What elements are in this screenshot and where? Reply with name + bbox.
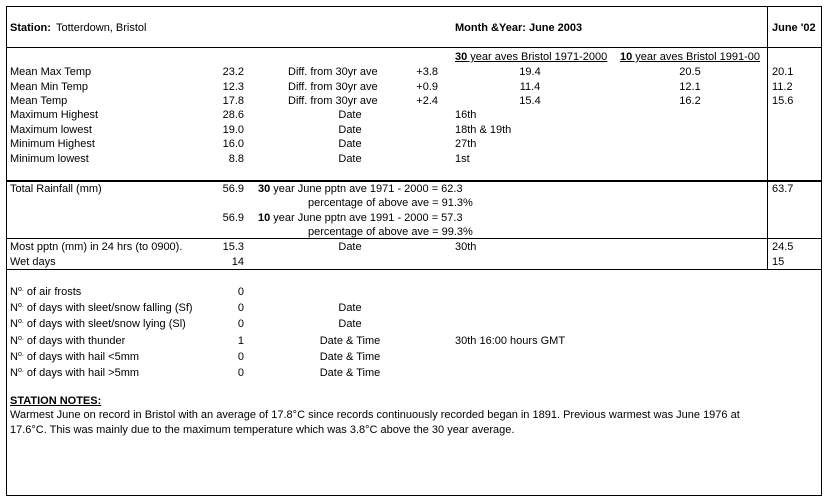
station-notes-line-1: Warmest June on record in Bristol with an average of 17.8°C since records continuously recorded began in 1891. Previous warmest was June 1976 at xyxy=(10,409,740,421)
days-row-label: $N^{o.}$ of days with sleet/snow falling (Sf) xyxy=(10,302,193,315)
temp-row-value: 17.8 xyxy=(222,95,244,107)
temp-row-ave30: 19.4 xyxy=(519,66,541,78)
most-pptn-label: Most pptn (mm) in 24 hrs (to 0900). xyxy=(10,241,183,253)
days-row-label: $N^{o.}$ of days with hail >5mm xyxy=(10,367,140,379)
days-row-value: 1 xyxy=(237,334,244,347)
most-pptn-date-label: Date xyxy=(338,241,362,253)
extreme-row-date: 18th & 19th xyxy=(455,123,512,136)
days-row-value: 0 xyxy=(237,302,244,315)
temp-row-ave10: 20.5 xyxy=(679,66,701,78)
extreme-row-date-label: Date xyxy=(338,123,362,136)
temp-row-ave30: 11.4 xyxy=(519,80,541,93)
rainfall-ave10: 10 year June pptn ave 1991 - 2000 = 57.3 xyxy=(258,212,463,224)
days-row-label: $N^{o.}$ of air frosts xyxy=(10,286,82,298)
temp-row-diff-label: Diff. from 30yr ave xyxy=(288,95,378,107)
temp-row-diff-label: Diff. from 30yr ave xyxy=(288,80,378,93)
days-row-label: $N^{o.}$ of days with thunder xyxy=(10,334,126,347)
days-row-label: $N^{o.}$ of days with hail <5mm xyxy=(10,350,140,363)
station-name: Totterdown, Bristol xyxy=(56,22,147,34)
station-notes-line-2: 17.6°C. This was mainly due to the maximum temperature which was 3.8°C above the 30 year average. xyxy=(10,424,515,436)
rainfall-label: Total Rainfall (mm) xyxy=(10,183,102,195)
days-row-date-label: Date xyxy=(338,302,362,315)
month-year: Month &Year: June 2003 xyxy=(455,22,583,34)
temp-row-value: 23.2 xyxy=(222,66,244,78)
extreme-row-value: 16.0 xyxy=(222,138,244,150)
extreme-row-value: 19.0 xyxy=(222,123,244,136)
extreme-row-label: Maximum Highest xyxy=(10,109,99,121)
days-row-value: 0 xyxy=(237,286,244,298)
rainfall-pct-2: percentage of above ave = 99.3% xyxy=(308,226,473,238)
wet-days-label: Wet days xyxy=(10,256,56,268)
wet-days-june02: 15 xyxy=(772,256,785,268)
temp-row-ave10: 16.2 xyxy=(679,95,701,107)
days-row-date: 30th 16:00 hours GMT xyxy=(455,334,566,347)
extreme-row-date-label: Date xyxy=(338,109,362,121)
temp-row-diff: +3.8 xyxy=(416,66,438,78)
temp-row-diff-label: Diff. from 30yr ave xyxy=(288,66,378,78)
temp-row-june02: 15.6 xyxy=(772,95,794,107)
temp-row-diff: +2.4 xyxy=(416,95,438,107)
rainfall-top-divider xyxy=(6,180,822,182)
extreme-row-date-label: Date xyxy=(338,138,362,150)
extreme-row-value: 28.6 xyxy=(222,109,244,121)
extreme-row-date-label: Date xyxy=(338,152,362,165)
extreme-row-label: Minimum Highest xyxy=(10,138,95,150)
most-pptn-june02: 24.5 xyxy=(772,241,794,253)
days-row-date-label: Date & Time xyxy=(319,334,381,347)
days-row-date-label: Date & Time xyxy=(319,350,381,363)
temp-row-label: Mean Min Temp xyxy=(10,80,89,93)
june02-header: June '02 xyxy=(772,22,816,34)
days-row-value: 0 xyxy=(237,318,244,331)
rainfall-value-2: 56.9 xyxy=(222,212,244,224)
rainfall-ave30: 30 year June pptn ave 1971 - 2000 = 62.3 xyxy=(258,183,463,195)
days-row-value: 0 xyxy=(237,367,244,379)
extreme-row-value: 8.8 xyxy=(228,152,244,165)
extreme-row-date: 16th xyxy=(455,109,477,121)
rainfall-june02: 63.7 xyxy=(772,183,794,195)
aves30-header: 30 year aves Bristol 1971-2000 xyxy=(455,51,608,63)
aves10-header: 10 year aves Bristol 1991-00 xyxy=(620,51,761,63)
days-row-date-label: Date & Time xyxy=(319,367,381,379)
header-divider xyxy=(6,47,822,48)
days-top-divider xyxy=(6,269,822,270)
days-row-label: $N^{o.}$ of days with sleet/snow lying (Sl) xyxy=(10,318,186,331)
most-pptn-date: 30th xyxy=(455,241,477,253)
temp-row-label: Mean Temp xyxy=(10,95,68,107)
rainfall-value-1: 56.9 xyxy=(222,183,244,195)
station-label: Station: xyxy=(10,22,51,34)
temp-row-ave30: 15.4 xyxy=(519,95,541,107)
temp-row-label: Mean Max Temp xyxy=(10,66,92,78)
temp-row-ave10: 12.1 xyxy=(679,80,701,93)
extreme-row-label: Maximum lowest xyxy=(10,123,92,136)
june02-column-divider xyxy=(767,6,768,269)
rainfall-pct-1: percentage of above ave = 91.3% xyxy=(308,197,473,209)
station-notes-heading: STATION NOTES: xyxy=(10,395,102,407)
days-row-date-label: Date xyxy=(338,318,362,331)
temp-row-june02: 11.2 xyxy=(772,80,793,93)
extreme-row-label: Minimum lowest xyxy=(10,152,89,165)
days-row-value: 0 xyxy=(237,350,244,363)
wet-days-value: 14 xyxy=(231,256,244,268)
most-pptn-value: 15.3 xyxy=(222,241,244,253)
extreme-row-date: 1st xyxy=(455,152,470,165)
temp-row-june02: 20.1 xyxy=(772,66,794,78)
extreme-row-date: 27th xyxy=(455,138,477,150)
temp-row-value: 12.3 xyxy=(222,80,244,93)
temp-row-diff: +0.9 xyxy=(416,80,438,93)
